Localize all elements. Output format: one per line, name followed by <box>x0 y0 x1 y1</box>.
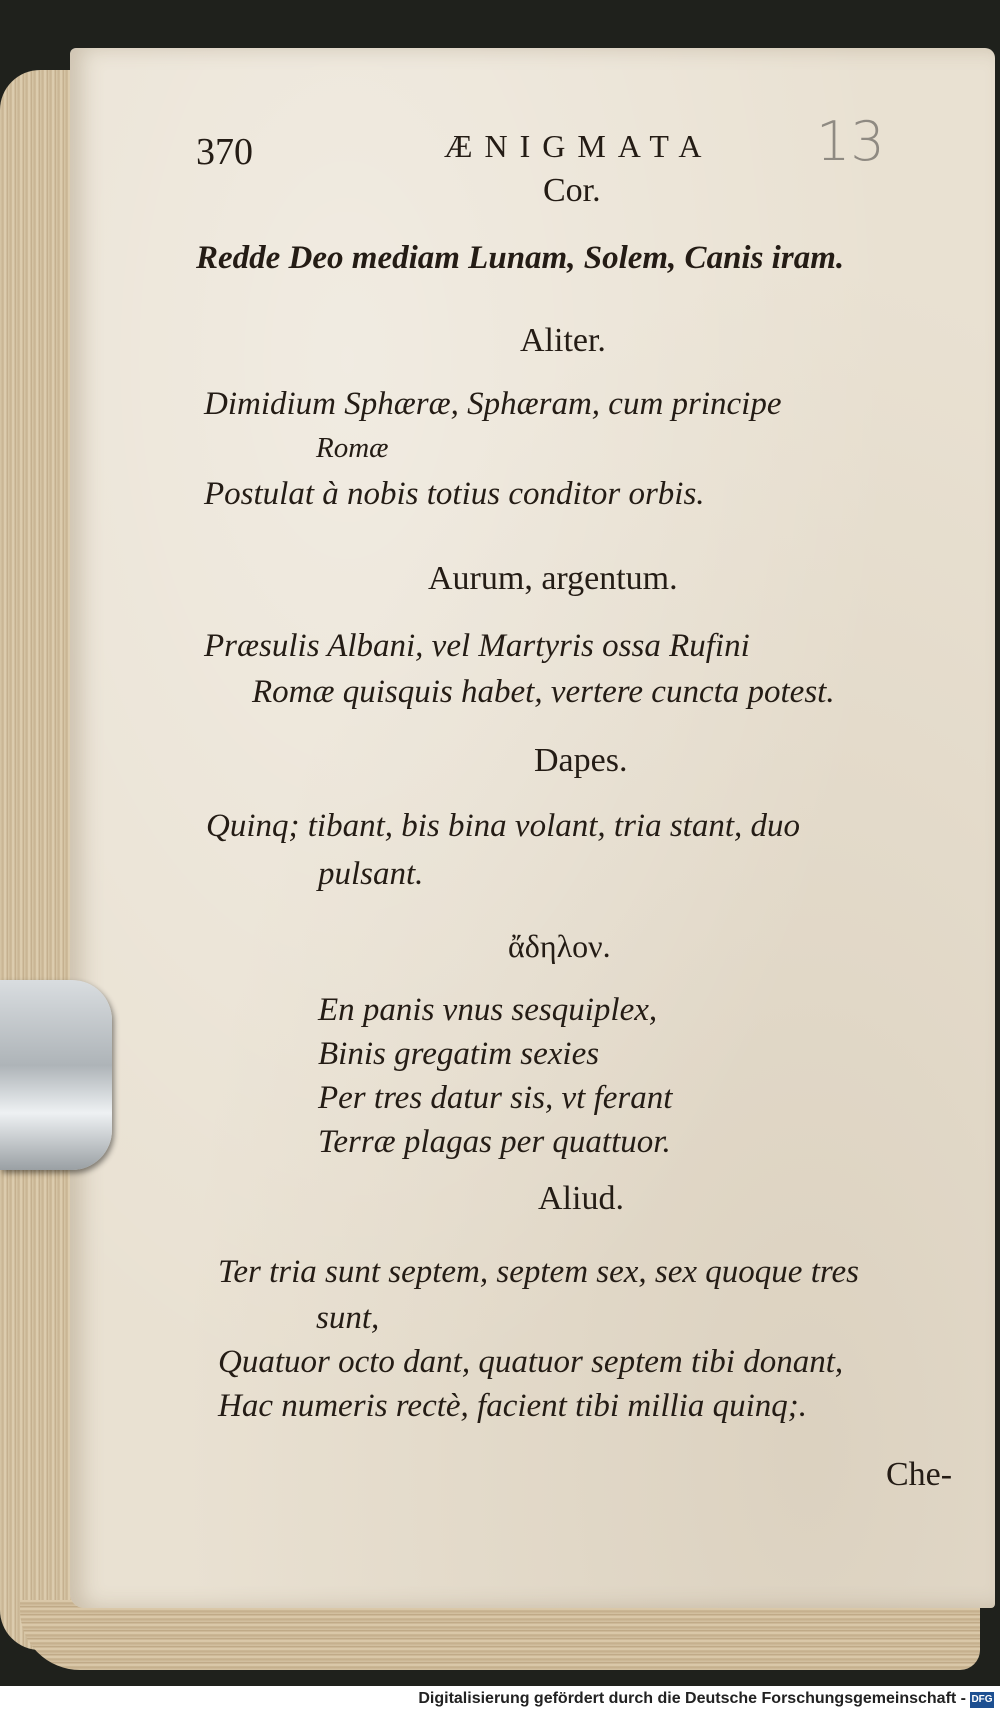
funding-credit: Digitalisierung gefördert durch die Deutsche Forschungsgemeinschaft - <box>418 1690 966 1707</box>
heading-cor: Cor. <box>543 172 601 209</box>
verse-line: Romæ <box>316 432 389 464</box>
verse-line: Redde Deo mediam Lunam, Solem, Canis iram. <box>196 240 845 276</box>
metal-page-clip <box>0 980 112 1170</box>
verse-line: Præsulis Albani, vel Martyris ossa Rufini <box>204 628 750 664</box>
verse-line: Postulat à nobis totius conditor orbis. <box>204 476 705 512</box>
page-number: 370 <box>196 131 253 173</box>
heading-aliud: Aliud. <box>538 1180 624 1217</box>
verse-line: Ter tria sunt septem, septem sex, sex quoque tres <box>218 1254 859 1290</box>
pencil-mark: 13 <box>816 110 885 173</box>
verse-line: Romæ quisquis habet, vertere cuncta potest. <box>252 674 835 710</box>
catchword: Che- <box>886 1456 953 1493</box>
heading-adelon: ἄδηλον. <box>508 928 611 964</box>
verse-line: sunt, <box>316 1300 380 1336</box>
verse-line: Quatuor octo dant, quatuor septem tibi donant, <box>218 1344 844 1380</box>
verse-line: Binis gregatim sexies <box>318 1036 600 1072</box>
heading-aliter: Aliter. <box>520 322 606 359</box>
verse-line: Terræ plagas per quattuor. <box>318 1124 671 1160</box>
dfg-logo: DFG <box>970 1692 994 1708</box>
running-title: ÆNIGMATA <box>444 128 714 164</box>
verse-line: Dimidium Sphæræ, Sphæram, cum principe <box>204 386 782 422</box>
bottom-page-edge <box>20 1600 980 1670</box>
heading-dapes: Dapes. <box>534 742 628 779</box>
verse-line: Per tres datur sis, vt ferant <box>318 1080 673 1116</box>
verse-line: pulsant. <box>318 856 424 892</box>
verse-line: Quinq; tibant, bis bina volant, tria stant, duo <box>206 808 801 844</box>
verse-line: En panis vnus sesquiplex, <box>318 992 658 1028</box>
heading-aurum-argentum: Aurum, argentum. <box>428 560 678 597</box>
verse-line: Hac numeris rectè, facient tibi millia quinq;. <box>218 1388 808 1424</box>
